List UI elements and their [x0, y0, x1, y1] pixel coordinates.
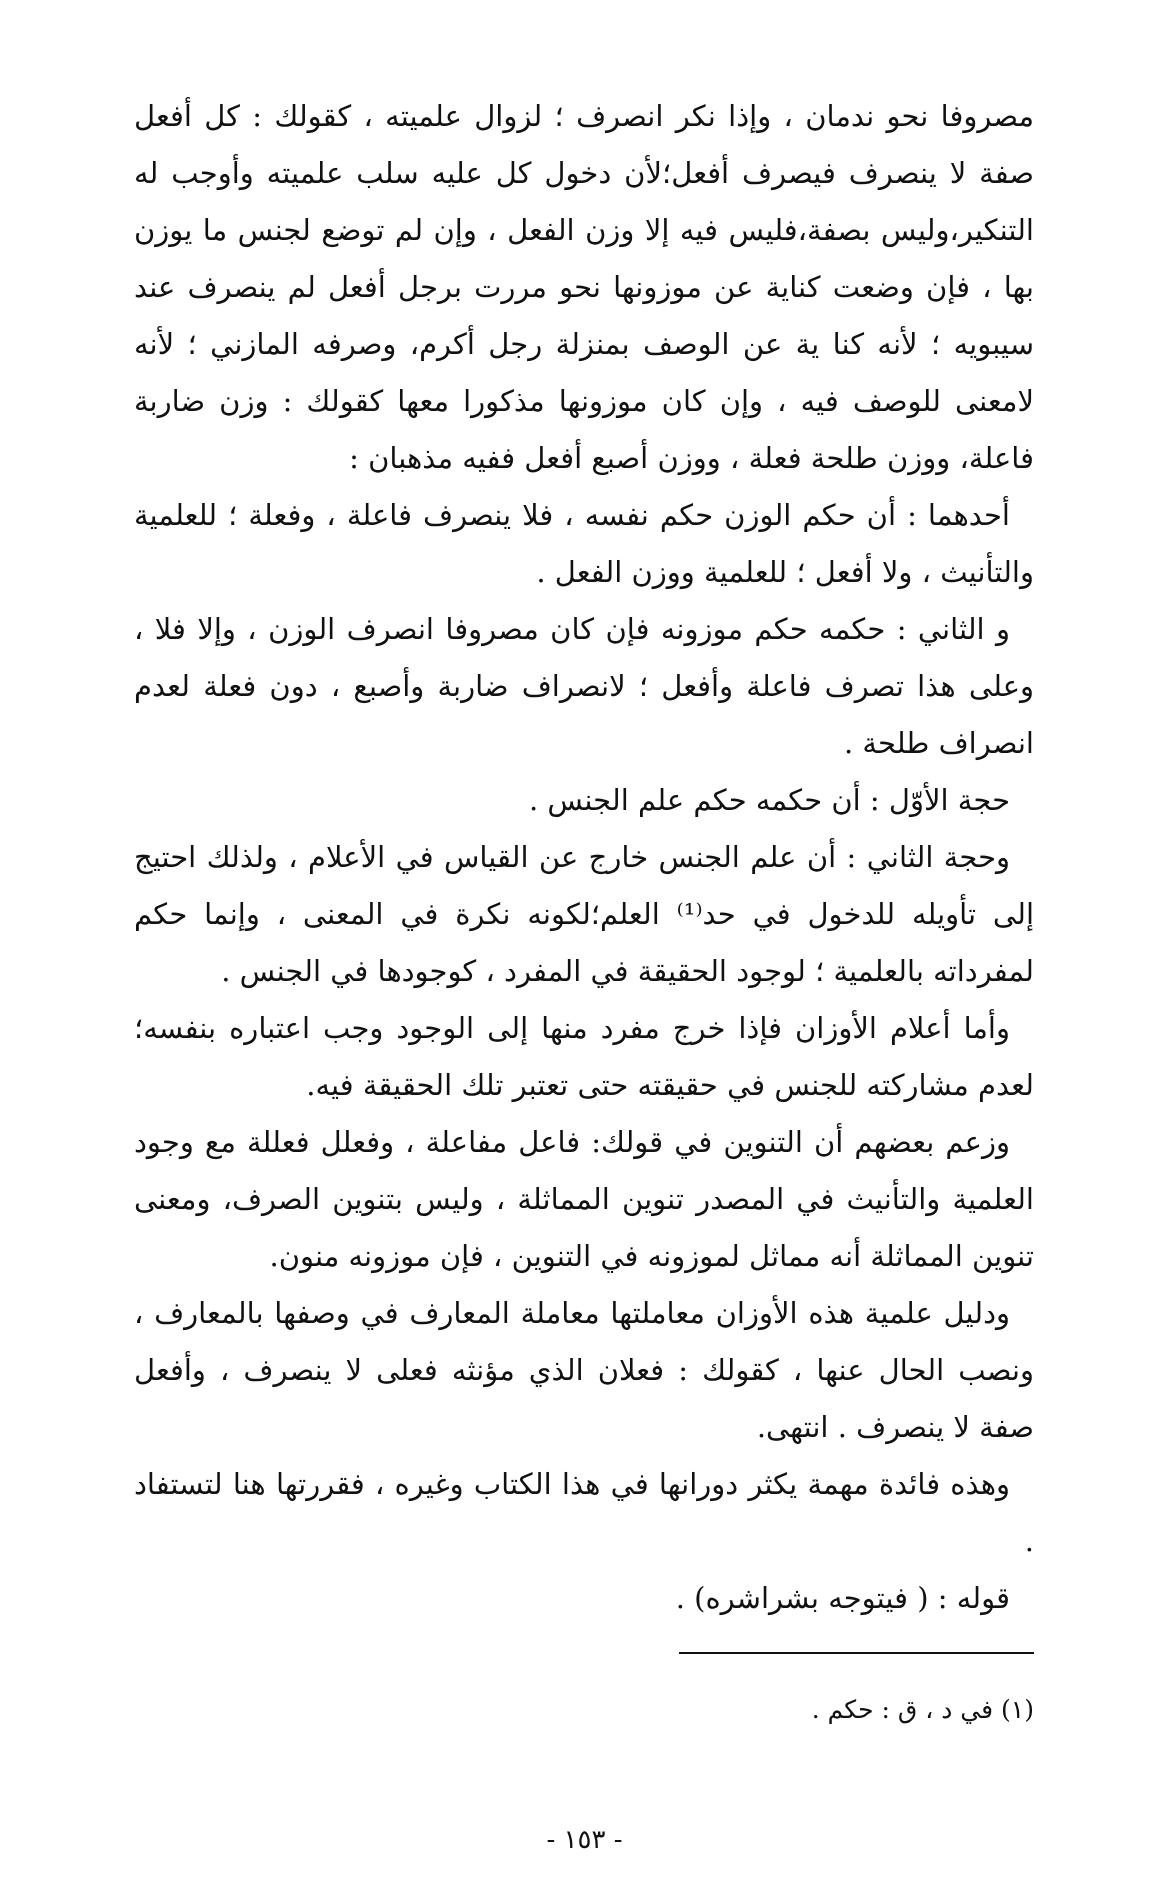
paragraph-6: وأما أعلام الأوزان فإذا خرج مفرد منها إلى الوجود وجب اعتباره بنفسه؛لعدم مشاركته للجنس في حقيقته حتى تعتبر تلك الحقيقة فيه. — [134, 1011, 1034, 1102]
paragraph-5: وحجة الثاني : أن علم الجنس خارج عن القياس في الأعلام ، ولذلك احتيج إلى تأويله للدخول في حد⁽¹⁾ العلم؛لكونه نكرة في المعنى ، وإنما حكم لمفرداته بالعلمية ؛ لوجود الحقيقة في المفرد ، كوجودها في الجنس . — [134, 840, 1035, 988]
paragraph-8: ودليل علمية هذه الأوزان معاملتها معاملة المعارف في وصفها بالمعارف ، ونصب الحال عنها ، كقولك : فعلان الذي مؤنثه فعلى لا ينصرف ، وأفعل صفة لا ينصرف . انتهى. — [134, 1296, 1034, 1444]
paragraph-7: وزعم بعضهم أن التنوين في قولك: فاعل مفاعلة ، وفعلل فعللة مع وجود العلمية والتأنيث في المصدر تنوين المماثلة ، وليس بتنوين الصرف، ومعنى تنوين المماثلة أنه مماثل لموزونه في التنوين ، فإن موزونه منون. — [134, 1125, 1034, 1273]
footnote-1: (١) في د ، ق : حكم . — [811, 1695, 1034, 1724]
paragraph-4: حجة الأوّل : أن حكمه حكم علم الجنس . — [529, 783, 1010, 817]
paragraph-1: مصروفا نحو ندمان ، وإذا نكر انصرف ؛ لزوال علميته ، كقولك : كل أفعل صفة لا ينصرف فيصرف أفعل؛لأن دخول كل عليه سلب علميته وأوجب له التنكير،وليس بصفة،فليس فيه إلا وزن الفعل ، وإن لم توضع لجنس ما يوزن بها ، فإن وضعت كناية عن موزونها نحو مررت برجل أفعل لم ينصرف عند سيبويه ؛ لأنه كنا ية عن الوصف بمنزلة رجل أكرم، وصرفه المازني ؛ لأنه لامعنى للوصف فيه ، وإن كان موزونها مذكورا معها كقولك : وزن ضاربة فاعلة، ووزن طلحة فعلة ، ووزن أصبع أفعل ففيه مذهبان : — [134, 99, 1034, 475]
paragraph-2: أحدهما : أن حكم الوزن حكم نفسه ، فلا ينصرف فاعلة ، وفعلة ؛ للعلمية والتأنيث ، ولا أفعل ؛ للعلمية ووزن الفعل . — [134, 498, 1034, 589]
main-text — [134, 88, 1034, 1627]
footnote-divider — [679, 1652, 1034, 1654]
paragraph-10: قوله : ( فيتوجه بشراشره) . — [675, 1581, 1010, 1615]
paragraph-3: و الثاني : حكمه حكم موزونه فإن كان مصروفا انصرف الوزن ، وإلا فلا ، وعلى هذا تصرف فاعلة وأفعل ؛ لانصراف ضاربة وأصبع ، دون فعلة لعدم انصراف طلحة . — [134, 612, 1034, 760]
page-number: - ١٥٣ - — [546, 1825, 623, 1855]
paragraph-9: وهذه فائدة مهمة يكثر دورانها في هذا الكتاب وغيره ، فقررتها هنا لتستفاد . — [134, 1467, 1034, 1558]
